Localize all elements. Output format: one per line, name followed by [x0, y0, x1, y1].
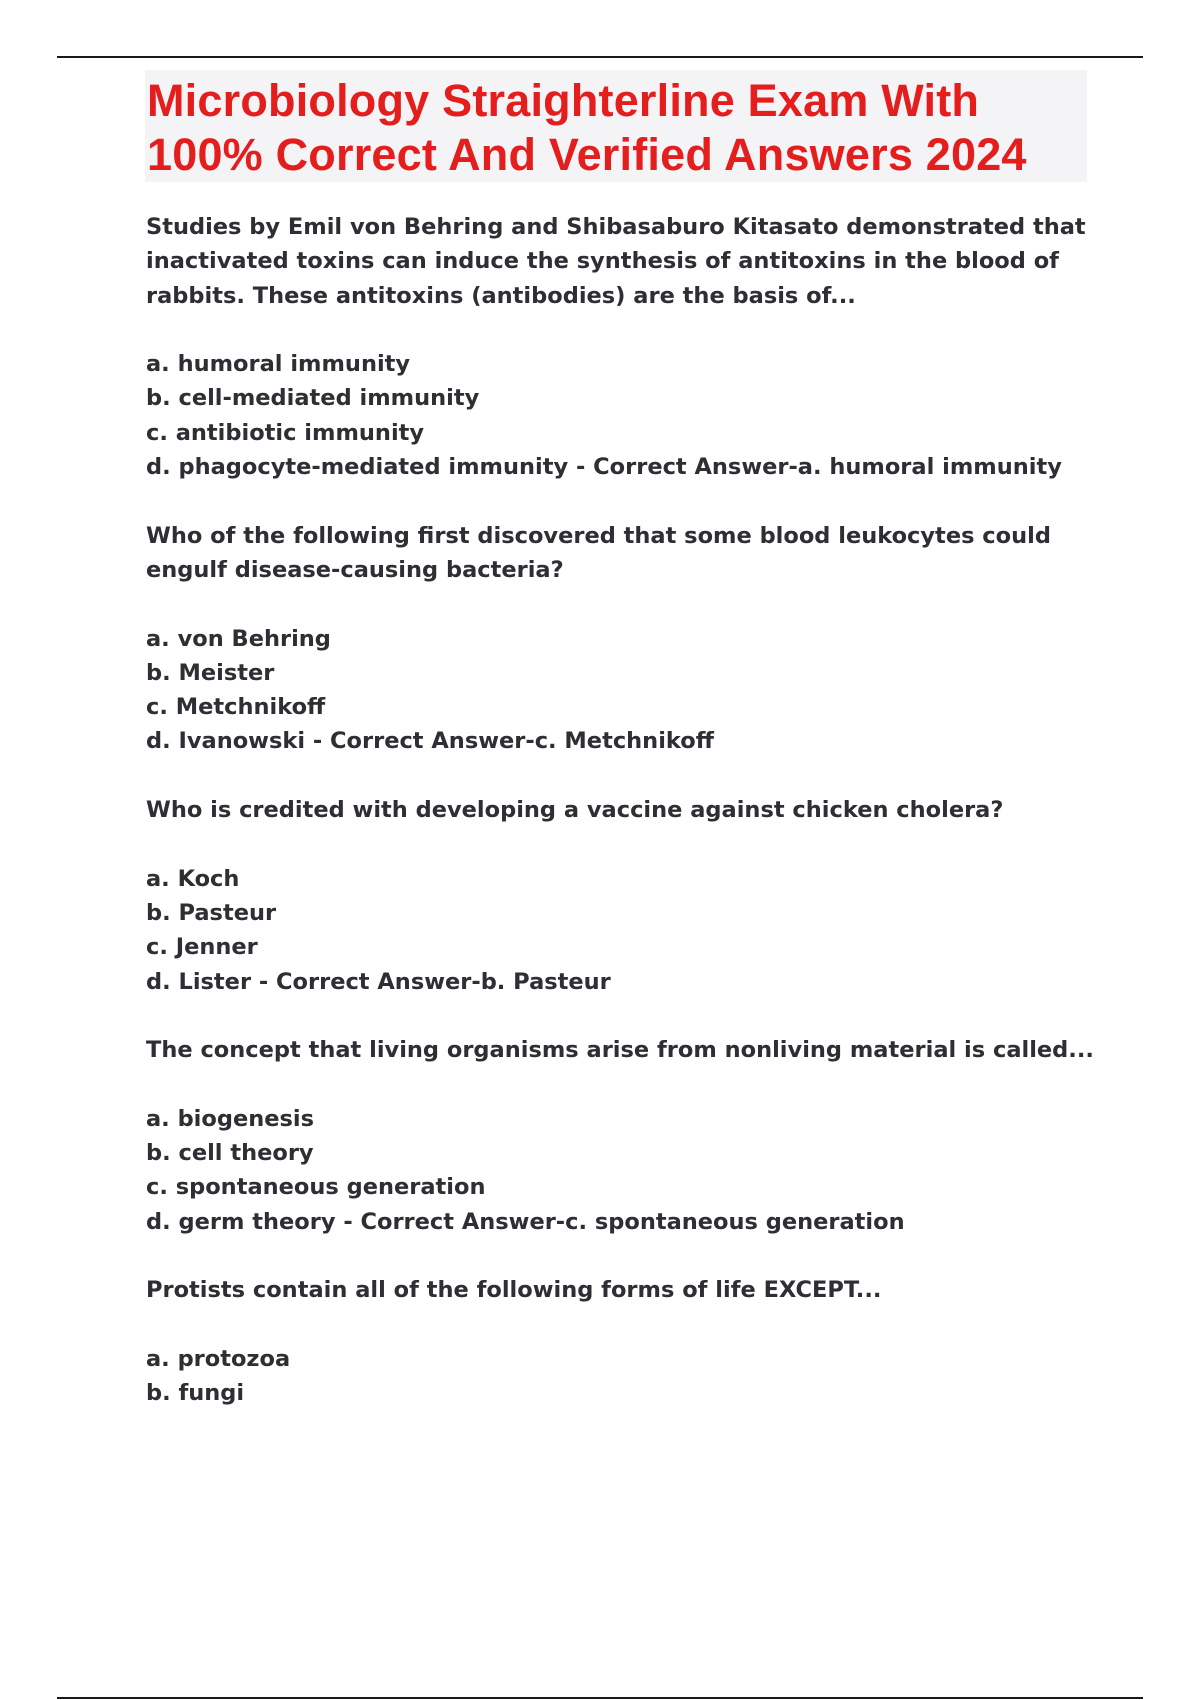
answer-option-with-correct-answer: d. phagocyte-mediated immunity - Correct Answer-a. humoral immunity: [146, 454, 1062, 481]
answer-option-with-correct-answer: d. Ivanowski - Correct Answer-c. Metchnikoff: [146, 728, 714, 755]
answer-option: a. biogenesis: [146, 1105, 314, 1132]
answer-options: [146, 622, 1106, 759]
answer-options: [146, 1102, 1106, 1239]
answer-option-with-correct-answer: d. germ theory - Correct Answer-c. spontaneous generation: [146, 1208, 905, 1235]
question-text: Studies by Emil von Behring and Shibasaburo Kitasato demonstrated that inactivated toxins can induce the synthesis of antitoxins in the blood of rabbits. These antitoxins (antibodies) are the basis of...: [146, 214, 1086, 309]
answer-options: [146, 862, 1106, 999]
bottom-rule: [57, 1697, 1143, 1699]
question-text: Who is credited with developing a vaccine against chicken cholera?: [146, 797, 1004, 824]
answer-option: a. von Behring: [146, 625, 331, 652]
answer-option: b. cell theory: [146, 1140, 314, 1167]
document-title: Microbiology Straighterline Exam With 100% Correct And Verified Answers 2024: [147, 75, 1027, 180]
answer-option: c. spontaneous generation: [146, 1174, 486, 1201]
answer-option: b. fungi: [146, 1380, 245, 1407]
question-text: Who of the following first discovered that some blood leukocytes could engulf disease-causing bacteria?: [146, 522, 1051, 583]
answer-option: a. Koch: [146, 865, 240, 892]
answer-option: c. Metchnikoff: [146, 694, 326, 721]
answer-option: b. cell-mediated immunity: [146, 385, 480, 412]
question-text: The concept that living organisms arise from nonliving material is called...: [146, 1037, 1094, 1064]
answer-option: b. Pasteur: [146, 899, 277, 926]
question-text: Protists contain all of the following forms of life EXCEPT...: [146, 1277, 882, 1304]
answer-options: [146, 1342, 1106, 1411]
answer-option: b. Meister: [146, 659, 275, 686]
answer-option: c. antibiotic immunity: [146, 419, 425, 446]
answer-option: c. Jenner: [146, 934, 258, 961]
answer-options: [146, 347, 1106, 484]
answer-option-with-correct-answer: d. Lister - Correct Answer-b. Pasteur: [146, 968, 611, 995]
answer-option: a. humoral immunity: [146, 351, 411, 378]
answer-option: a. protozoa: [146, 1345, 291, 1372]
question-list: [146, 210, 1106, 1445]
top-rule: [57, 56, 1143, 58]
